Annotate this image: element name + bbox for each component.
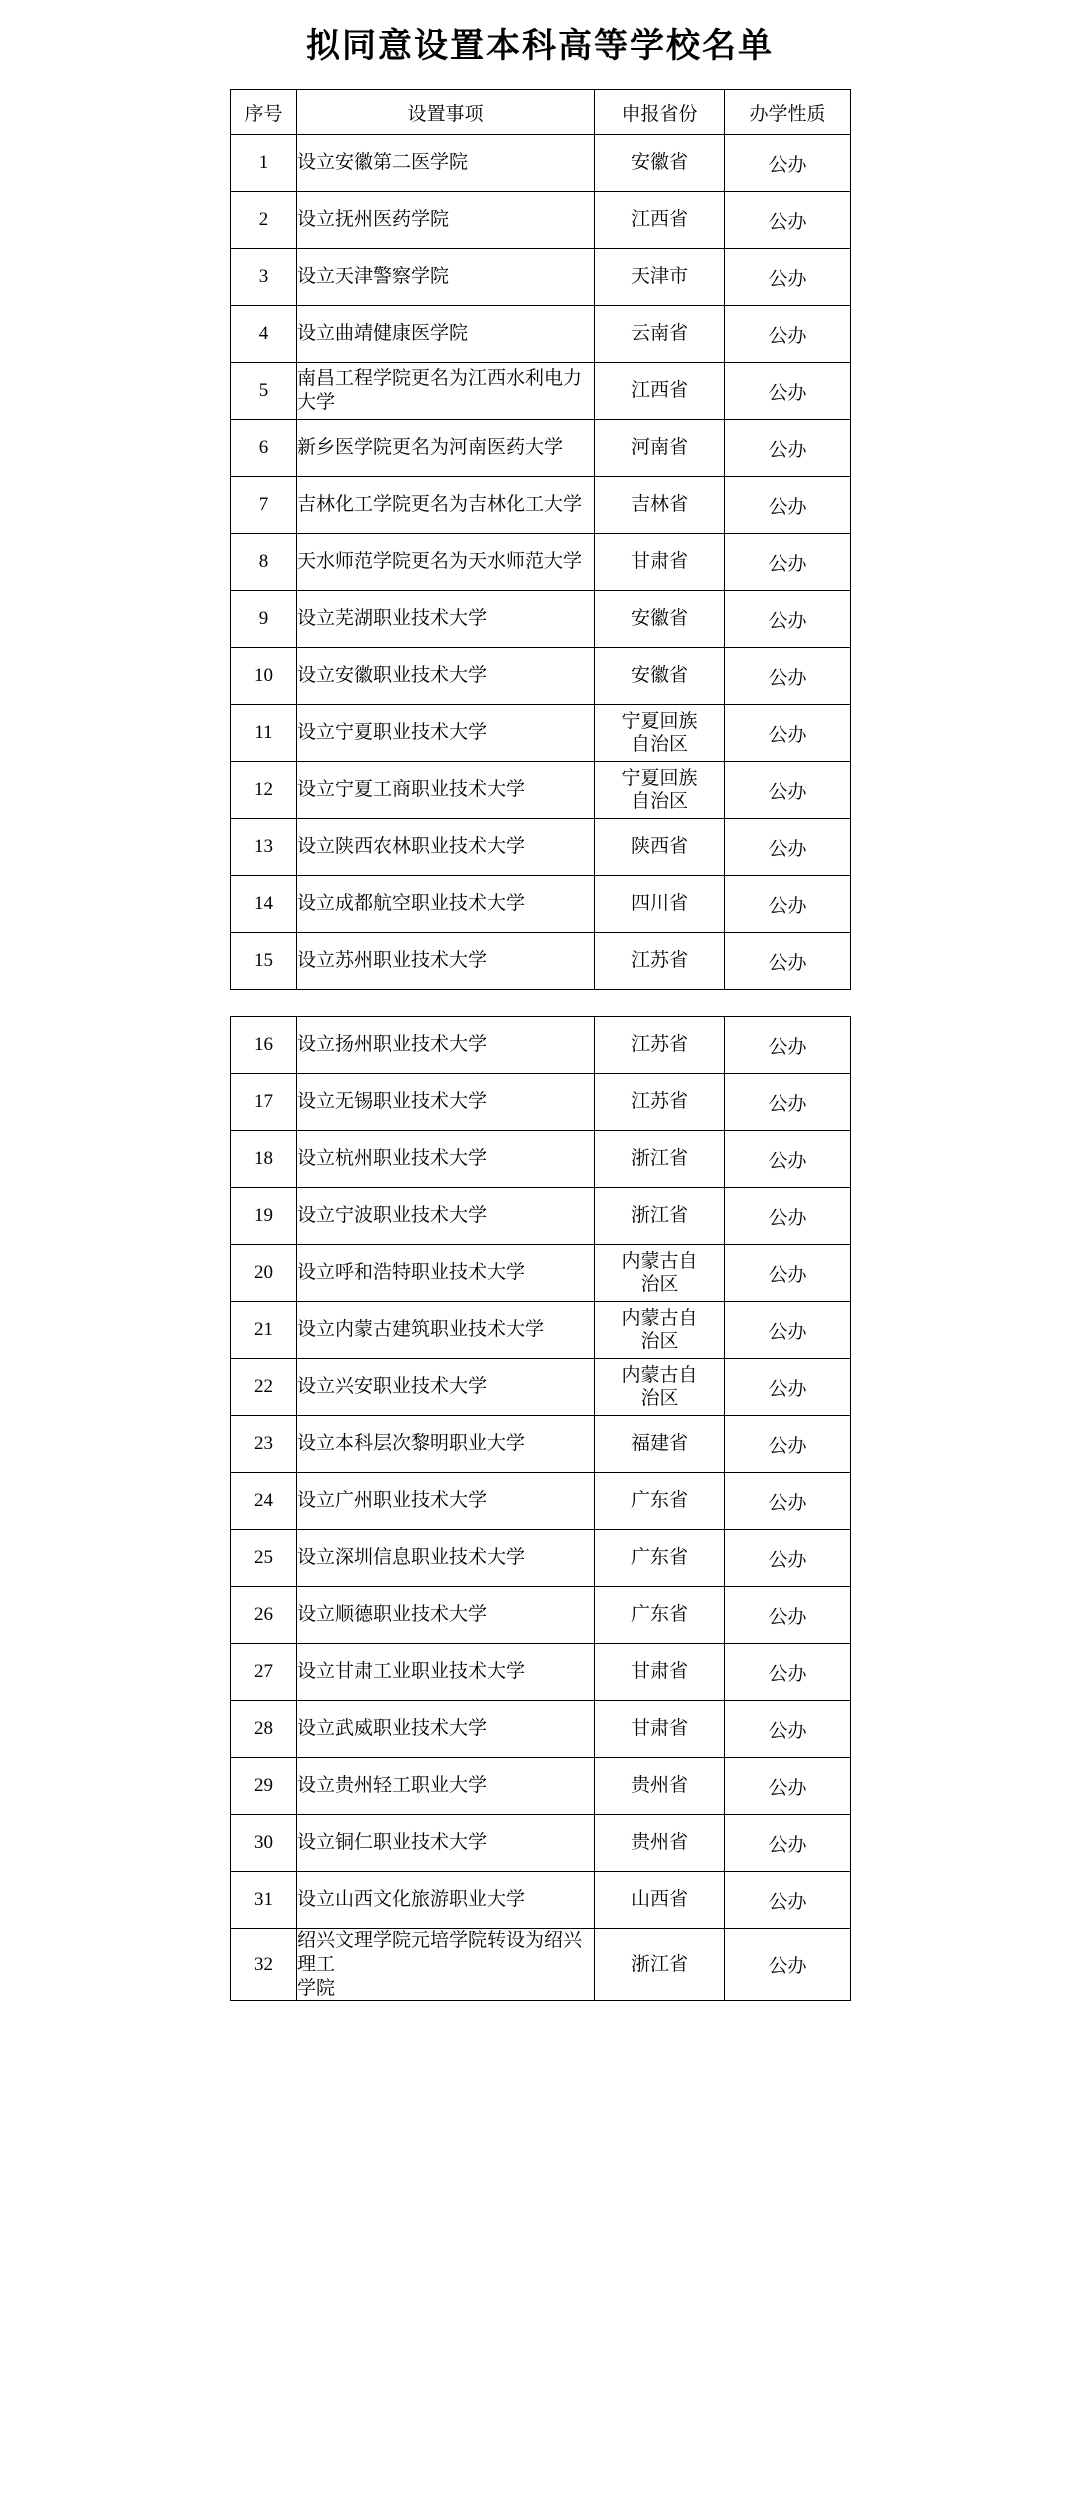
cell-item: 设立山西文化旅游职业大学 [297,1872,595,1929]
cell-type: 公办 [725,1587,851,1644]
cell-item: 设立抚州医药学院 [297,192,595,249]
table-row [231,933,851,990]
cell-province: 天津市 [595,249,725,306]
cell-index: 12 [231,762,297,819]
cell-item: 设立芜湖职业技术大学 [297,591,595,648]
cell-type: 公办 [725,1302,851,1359]
table-row [231,591,851,648]
table-row [231,1872,851,1929]
table-row [231,1074,851,1131]
cell-item: 设立深圳信息职业技术大学 [297,1530,595,1587]
cell-item: 设立兴安职业技术大学 [297,1359,595,1416]
table-row [231,1473,851,1530]
table-row [231,1017,851,1074]
cell-type: 公办 [725,1473,851,1530]
cell-item: 设立曲靖健康医学院 [297,306,595,363]
cell-item: 绍兴文理学院元培学院转设为绍兴理工 学院 [297,1929,595,2001]
cell-item: 设立内蒙古建筑职业技术大学 [297,1302,595,1359]
cell-type: 公办 [725,1188,851,1245]
table-row [231,762,851,819]
cell-type: 公办 [725,876,851,933]
cell-province: 广东省 [595,1587,725,1644]
cell-index: 21 [231,1302,297,1359]
cell-index: 27 [231,1644,297,1701]
cell-province: 宁夏回族 自治区 [595,762,725,819]
cell-item: 新乡医学院更名为河南医药大学 [297,420,595,477]
cell-index: 6 [231,420,297,477]
cell-item: 吉林化工学院更名为吉林化工大学 [297,477,595,534]
cell-index: 19 [231,1188,297,1245]
cell-province: 广东省 [595,1530,725,1587]
cell-province: 广东省 [595,1473,725,1530]
cell-item: 设立扬州职业技术大学 [297,1017,595,1074]
table-row [231,1302,851,1359]
table-row [231,1929,851,2001]
cell-type: 公办 [725,705,851,762]
cell-province: 甘肃省 [595,1644,725,1701]
table-row [231,648,851,705]
cell-province: 宁夏回族 自治区 [595,705,725,762]
cell-type: 公办 [725,420,851,477]
cell-type: 公办 [725,1416,851,1473]
cell-index: 30 [231,1815,297,1872]
cell-type: 公办 [725,135,851,192]
table-row [231,135,851,192]
cell-province: 浙江省 [595,1188,725,1245]
cell-index: 10 [231,648,297,705]
table-body-part2 [231,1017,851,2001]
table-gap [230,990,850,1016]
cell-type: 公办 [725,1701,851,1758]
table-block-top [230,89,850,990]
table-row [231,1359,851,1416]
cell-type: 公办 [725,1815,851,1872]
table-row [231,363,851,420]
table-row [231,1416,851,1473]
table-row [231,192,851,249]
cell-item: 设立宁波职业技术大学 [297,1188,595,1245]
cell-province: 江西省 [595,363,725,420]
table-row [231,1644,851,1701]
cell-province: 安徽省 [595,648,725,705]
table-header [231,90,851,135]
cell-type: 公办 [725,1530,851,1587]
column-header-item: 设置事项 [297,90,595,135]
cell-index: 32 [231,1929,297,2001]
cell-item: 设立天津警察学院 [297,249,595,306]
cell-type: 公办 [725,1131,851,1188]
cell-index: 5 [231,363,297,420]
cell-item: 南昌工程学院更名为江西水利电力大学 [297,363,595,420]
cell-item: 设立杭州职业技术大学 [297,1131,595,1188]
cell-province: 内蒙古自 治区 [595,1245,725,1302]
cell-province: 云南省 [595,306,725,363]
cell-type: 公办 [725,1074,851,1131]
table-row [231,420,851,477]
cell-type: 公办 [725,762,851,819]
cell-type: 公办 [725,249,851,306]
cell-type: 公办 [725,648,851,705]
cell-item: 设立广州职业技术大学 [297,1473,595,1530]
table-row [231,1758,851,1815]
cell-type: 公办 [725,1929,851,2001]
cell-type: 公办 [725,192,851,249]
table-row [231,876,851,933]
cell-type: 公办 [725,1359,851,1416]
cell-item: 设立宁夏工商职业技术大学 [297,762,595,819]
cell-province: 甘肃省 [595,1701,725,1758]
cell-province: 福建省 [595,1416,725,1473]
column-header-index: 序号 [231,90,297,135]
table-row [231,819,851,876]
cell-index: 13 [231,819,297,876]
cell-item: 设立贵州轻工职业大学 [297,1758,595,1815]
cell-province: 吉林省 [595,477,725,534]
cell-province: 贵州省 [595,1815,725,1872]
cell-item: 设立顺德职业技术大学 [297,1587,595,1644]
cell-index: 15 [231,933,297,990]
cell-index: 28 [231,1701,297,1758]
cell-province: 安徽省 [595,591,725,648]
table-row [231,534,851,591]
cell-index: 1 [231,135,297,192]
table-row [231,1701,851,1758]
cell-province: 贵州省 [595,1758,725,1815]
table-row [231,1815,851,1872]
cell-index: 9 [231,591,297,648]
page-title: 拟同意设置本科高等学校名单 [306,28,774,65]
cell-province: 江苏省 [595,1074,725,1131]
cell-index: 2 [231,192,297,249]
cell-index: 23 [231,1416,297,1473]
cell-item: 设立苏州职业技术大学 [297,933,595,990]
cell-type: 公办 [725,363,851,420]
cell-province: 江西省 [595,192,725,249]
cell-type: 公办 [725,1872,851,1929]
cell-province: 浙江省 [595,1929,725,2001]
table-row [231,477,851,534]
cell-type: 公办 [725,819,851,876]
cell-index: 25 [231,1530,297,1587]
cell-type: 公办 [725,1758,851,1815]
cell-item: 设立铜仁职业技术大学 [297,1815,595,1872]
cell-index: 24 [231,1473,297,1530]
column-header-province: 申报省份 [595,90,725,135]
cell-province: 内蒙古自 治区 [595,1302,725,1359]
cell-province: 陕西省 [595,819,725,876]
cell-index: 14 [231,876,297,933]
cell-province: 山西省 [595,1872,725,1929]
cell-province: 浙江省 [595,1131,725,1188]
cell-index: 29 [231,1758,297,1815]
cell-index: 22 [231,1359,297,1416]
table-header-row [231,90,851,135]
cell-index: 20 [231,1245,297,1302]
cell-type: 公办 [725,591,851,648]
cell-index: 8 [231,534,297,591]
cell-province: 安徽省 [595,135,725,192]
cell-index: 3 [231,249,297,306]
table-row [231,1131,851,1188]
cell-province: 江苏省 [595,933,725,990]
table-body-part1 [231,135,851,990]
cell-type: 公办 [725,1644,851,1701]
cell-index: 26 [231,1587,297,1644]
table-row [231,1245,851,1302]
cell-index: 31 [231,1872,297,1929]
table-row [231,1530,851,1587]
cell-type: 公办 [725,1245,851,1302]
cell-province: 四川省 [595,876,725,933]
cell-index: 4 [231,306,297,363]
school-list-table-part2 [230,1016,851,2001]
table-row [231,1587,851,1644]
cell-index: 17 [231,1074,297,1131]
school-list-table-part1 [230,89,851,990]
cell-item: 设立甘肃工业职业技术大学 [297,1644,595,1701]
cell-province: 甘肃省 [595,534,725,591]
table-row [231,306,851,363]
cell-item: 设立本科层次黎明职业大学 [297,1416,595,1473]
table-row [231,249,851,306]
table-block-bottom [230,1016,850,2001]
cell-item: 设立安徽第二医学院 [297,135,595,192]
cell-item: 设立成都航空职业技术大学 [297,876,595,933]
cell-type: 公办 [725,477,851,534]
cell-province: 江苏省 [595,1017,725,1074]
cell-item: 设立宁夏职业技术大学 [297,705,595,762]
cell-type: 公办 [725,933,851,990]
table-row [231,1188,851,1245]
cell-item: 设立陕西农林职业技术大学 [297,819,595,876]
cell-type: 公办 [725,306,851,363]
cell-index: 18 [231,1131,297,1188]
cell-item: 天水师范学院更名为天水师范大学 [297,534,595,591]
cell-item: 设立武威职业技术大学 [297,1701,595,1758]
table-row [231,705,851,762]
cell-province: 内蒙古自 治区 [595,1359,725,1416]
cell-item: 设立安徽职业技术大学 [297,648,595,705]
cell-item: 设立无锡职业技术大学 [297,1074,595,1131]
cell-province: 河南省 [595,420,725,477]
cell-type: 公办 [725,534,851,591]
cell-index: 11 [231,705,297,762]
cell-index: 7 [231,477,297,534]
column-header-type: 办学性质 [725,90,851,135]
cell-item: 设立呼和浩特职业技术大学 [297,1245,595,1302]
cell-index: 16 [231,1017,297,1074]
cell-type: 公办 [725,1017,851,1074]
